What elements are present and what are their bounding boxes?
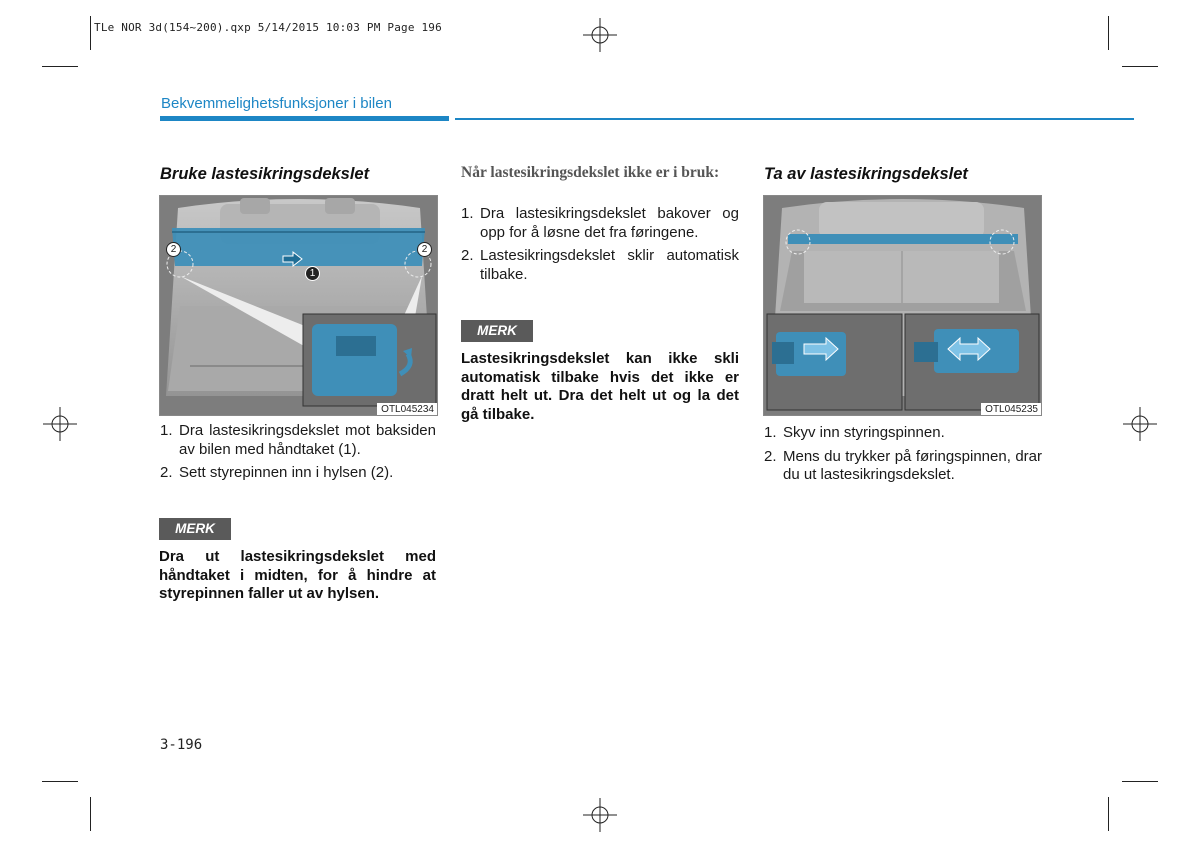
col3-heading: Ta av lastesikringsdekslet <box>764 165 968 183</box>
crop-mark-br-vertical <box>1108 797 1109 831</box>
col2-heading: Når lastesikringsdekslet ikke er i bruk: <box>461 164 720 181</box>
col1-steps <box>160 422 436 488</box>
step-text: Sett styrepinnen inn i hylsen (2). <box>179 464 394 481</box>
step-text: Dra lastesikringsdekslet bakover og opp for å løsne det fra føringene. <box>480 205 739 241</box>
callout-circle-icon <box>417 242 432 257</box>
step-text: Dra lastesikringsdekslet mot baksiden av bilen med håndtaket (1). <box>179 422 436 458</box>
step-number: 2. <box>160 464 173 481</box>
step-number: 1. <box>764 424 777 441</box>
page-number: 3-196 <box>160 737 203 753</box>
list-item <box>160 464 436 483</box>
step-text: Lastesikringsdekslet sklir automatisk tilbake. <box>480 247 739 283</box>
list-item <box>160 422 436 459</box>
merk-badge: MERK <box>159 518 231 540</box>
crop-mark-tr-vertical <box>1108 16 1109 50</box>
registration-mark-icon <box>1123 407 1157 441</box>
crop-mark-tl-vertical <box>90 16 91 50</box>
figure-code: OTL045234 <box>377 403 437 415</box>
callout-1-label: 1 <box>309 268 316 279</box>
callout-circle-icon <box>305 266 320 281</box>
merk-badge: MERK <box>461 320 533 342</box>
callout-circle-icon <box>166 242 181 257</box>
figure-code: OTL045235 <box>981 403 1041 415</box>
crop-mark-br-horizontal <box>1122 781 1158 782</box>
callout-2-right-label: 2 <box>421 244 428 255</box>
col1-note: Dra ut lastesikringsdekslet med håndtaket i midten, for å hindre at styrepinnen faller ut av hylsen. <box>159 548 436 602</box>
list-item <box>764 448 1042 485</box>
list-item <box>764 424 1042 443</box>
list-item <box>461 205 739 242</box>
list-item <box>461 247 739 284</box>
col2-note: Lastesikringsdekslet kan ikke skli automatisk tilbake hvis det ikke er dratt helt ut. Dra det helt ut og la det gå tilbake. <box>461 350 739 423</box>
figure-cargo-cover-removal <box>763 195 1042 416</box>
step-number: 2. <box>461 247 474 264</box>
header-rule-thin <box>455 118 1134 120</box>
section-title: Bekvemmelighetsfunksjoner i bilen <box>161 95 392 112</box>
crop-mark-tl-horizontal <box>42 66 78 67</box>
step-number: 1. <box>160 422 173 439</box>
step-text: Skyv inn styringspinnen. <box>783 424 945 441</box>
crop-mark-bl-horizontal <box>42 781 78 782</box>
registration-mark-icon <box>583 18 617 52</box>
callout-2-left-label: 2 <box>170 244 177 255</box>
col1-heading: Bruke lastesikringsdekslet <box>160 165 370 183</box>
print-slug: TLe NOR 3d(154~200).qxp 5/14/2015 10:03 PM Page 196 <box>94 21 442 34</box>
col3-steps <box>764 424 1042 490</box>
header-rule-thick <box>160 116 449 121</box>
figure-cargo-cover-use <box>159 195 438 416</box>
step-number: 1. <box>461 205 474 222</box>
registration-mark-icon <box>43 407 77 441</box>
step-text: Mens du trykker på føringspinnen, drar du ut lastesikringsdekslet. <box>783 447 1042 483</box>
crop-mark-tr-horizontal <box>1122 66 1158 67</box>
registration-mark-icon <box>583 798 617 832</box>
crop-mark-bl-vertical <box>90 797 91 831</box>
col2-steps <box>461 205 739 289</box>
step-number: 2. <box>764 447 777 465</box>
